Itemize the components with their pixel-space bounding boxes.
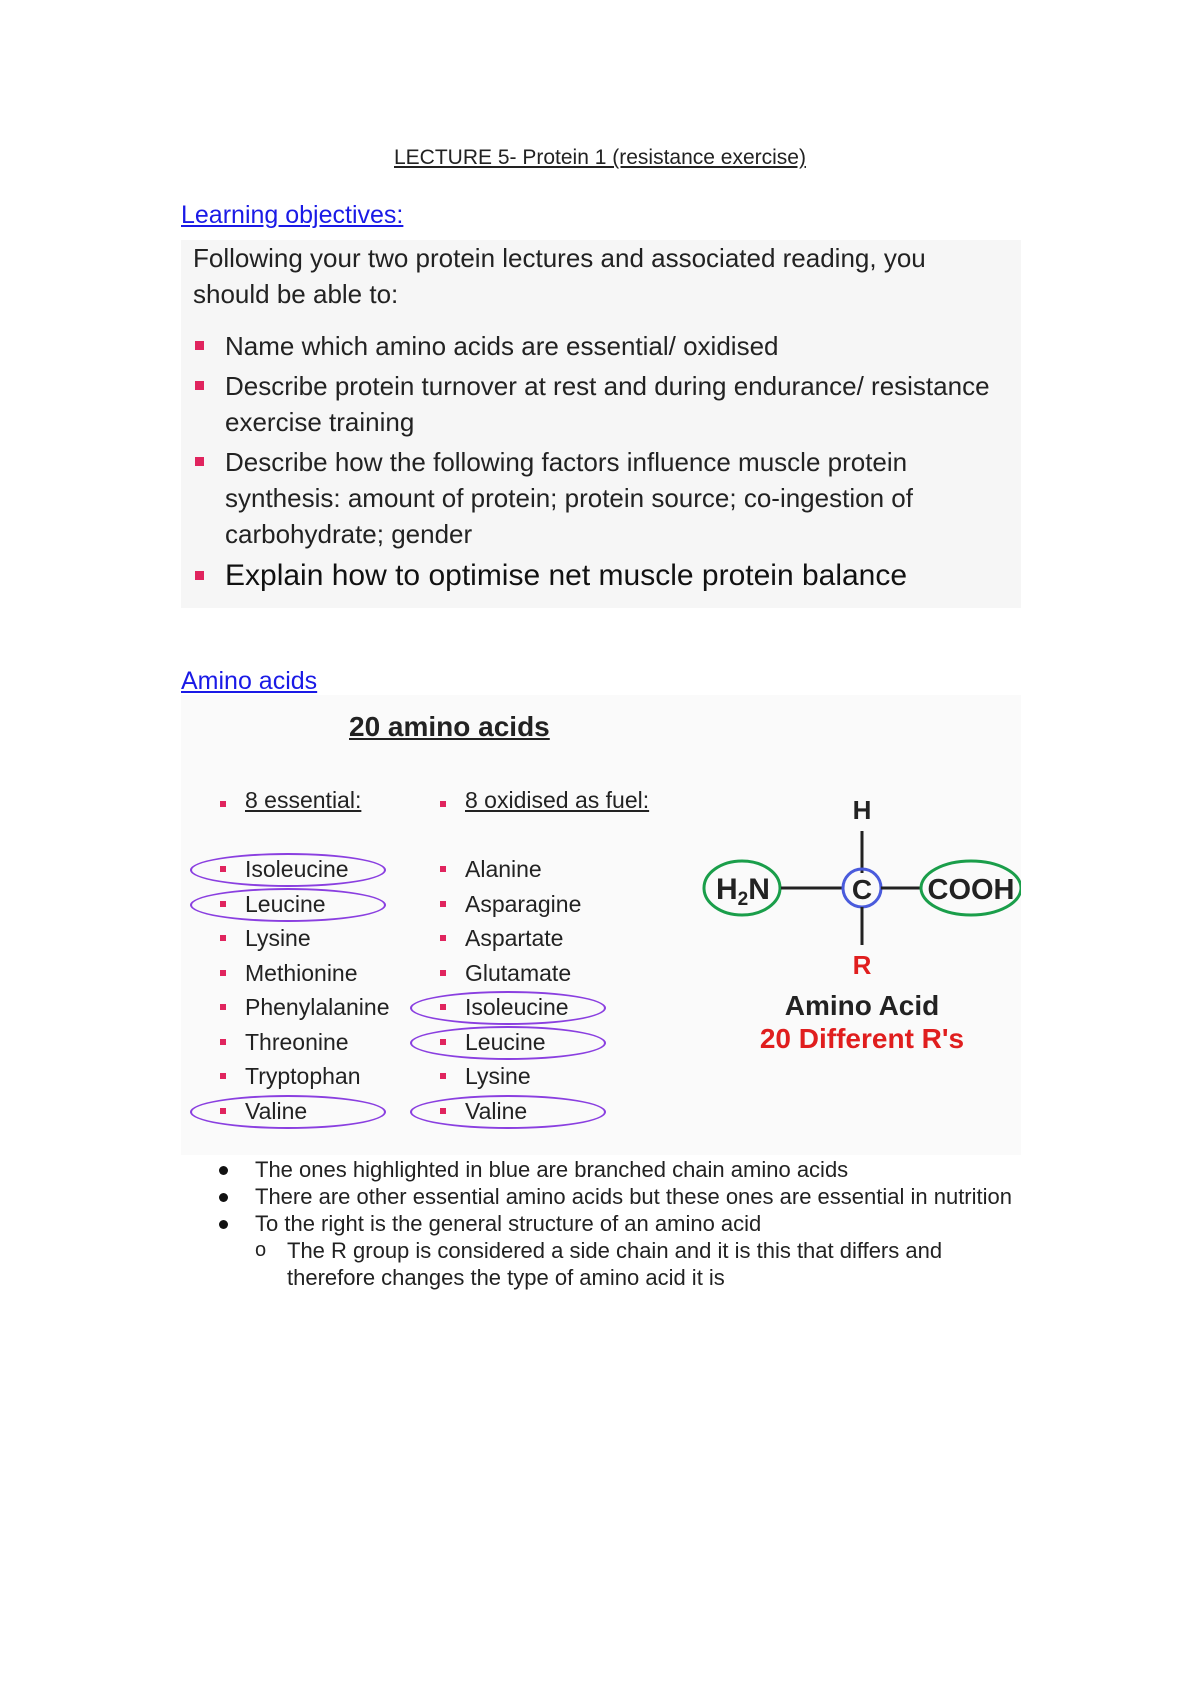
- objectives-list: [193, 328, 1008, 600]
- square-bullet-icon: [440, 1039, 446, 1045]
- bullet-dot-icon: [219, 1220, 228, 1229]
- amino-acid-item: [216, 921, 390, 956]
- document-title: LECTURE 5- Protein 1 (resistance exercise): [394, 146, 806, 169]
- square-bullet-icon: [220, 901, 226, 907]
- structure-subcaption: 20 Different R's: [759, 1023, 965, 1054]
- amino-acid-name: Glutamate: [465, 959, 572, 986]
- amino-acid-item: [216, 887, 390, 922]
- learning-objectives-heading[interactable]: Learning objectives:: [181, 201, 404, 229]
- square-bullet-icon: [220, 1039, 226, 1045]
- note-item: To the right is the general structure of an amino acid: [215, 1210, 1035, 1237]
- amino-acid-structure-diagram: [701, 795, 1021, 1085]
- note-item: The ones highlighted in blue are branched chain amino acids: [215, 1156, 1035, 1183]
- square-bullet-icon: [220, 801, 226, 807]
- amino-acid-item: [216, 1025, 390, 1060]
- amino-acid-item: [216, 990, 390, 1025]
- amino-acid-name: Isoleucine: [245, 856, 349, 882]
- oxidised-amino-acid-list: [436, 852, 581, 1128]
- amino-acid-item: [436, 956, 581, 991]
- amino-acid-name: Leucine: [245, 890, 326, 917]
- square-bullet-icon: [440, 901, 446, 907]
- amino-acid-name: Methionine: [245, 959, 358, 986]
- square-bullet-icon: [220, 1004, 226, 1010]
- square-bullet-icon: [195, 341, 204, 350]
- amino-acid-item: [436, 1094, 581, 1129]
- learning-objectives-slide: [181, 240, 1021, 608]
- amino-acid-name: Tryptophan: [245, 1063, 361, 1089]
- note-item: There are other essential amino acids but these ones are essential in nutrition: [215, 1183, 1035, 1210]
- amino-acid-item: [216, 1094, 390, 1129]
- sub-notes-list: [251, 1237, 1035, 1291]
- square-bullet-icon: [440, 1073, 446, 1079]
- square-bullet-icon: [440, 935, 446, 941]
- circle-bullet-icon: o: [255, 1239, 267, 1261]
- amino-acid-name: Phenylalanine: [245, 994, 390, 1020]
- amino-acid-item: [216, 956, 390, 991]
- carboxyl-group-label: COOH: [927, 874, 1015, 906]
- essential-column-header: 8 essential:: [216, 787, 361, 814]
- amino-acid-item: [436, 1025, 581, 1060]
- square-bullet-icon: [440, 1004, 446, 1010]
- square-bullet-icon: [195, 571, 204, 580]
- objective-item: Describe how the following factors influence muscle protein synthesis: amount of protein; protein source; co-ingestion of carbohydrate; gender: [193, 444, 1008, 552]
- essential-amino-acid-list: [216, 852, 390, 1128]
- notes-list: [215, 1156, 1035, 1237]
- square-bullet-icon: [440, 970, 446, 976]
- bullet-dot-icon: [219, 1166, 228, 1175]
- objective-item: Explain how to optimise net muscle protein balance: [193, 556, 1008, 596]
- amine-group-label: $H_2N$: [716, 873, 770, 910]
- amino-acid-item: [436, 852, 581, 887]
- amino-acid-item: [436, 1059, 581, 1094]
- amino-acid-item: [436, 921, 581, 956]
- amino-acid-name: Asparagine: [465, 890, 582, 917]
- notes-section: [215, 1156, 1035, 1291]
- r-group-label: R: [852, 950, 872, 980]
- structure-caption: Amino Acid: [784, 990, 940, 1021]
- amino-acid-item: [216, 852, 390, 887]
- hydrogen-label: H: [852, 795, 872, 825]
- square-bullet-icon: [440, 1108, 446, 1114]
- square-bullet-icon: [220, 866, 226, 872]
- amino-acid-name: Valine: [465, 1097, 528, 1124]
- square-bullet-icon: [220, 935, 226, 941]
- amino-acid-name: Lysine: [245, 925, 311, 951]
- slide-title: 20 amino acids: [349, 711, 550, 742]
- square-bullet-icon: [220, 1108, 226, 1114]
- oxidised-column-header: 8 oxidised as fuel:: [436, 787, 649, 814]
- amino-acids-slide: [181, 695, 1021, 1155]
- square-bullet-icon: [440, 866, 446, 872]
- amino-acid-name: Threonine: [245, 1028, 349, 1055]
- objectives-intro: Following your two protein lectures and associated reading, you should be able to:: [193, 243, 926, 309]
- amino-acid-name: Alanine: [465, 856, 542, 882]
- amino-acid-name: Lysine: [465, 1063, 531, 1089]
- amino-acid-name: Leucine: [465, 1028, 546, 1055]
- amino-acid-name: Valine: [245, 1097, 308, 1124]
- bullet-dot-icon: [219, 1193, 228, 1202]
- amino-acid-item: [436, 990, 581, 1025]
- amino-acid-item: [216, 1059, 390, 1094]
- square-bullet-icon: [220, 1073, 226, 1079]
- square-bullet-icon: [195, 381, 204, 390]
- amino-acid-item: [436, 887, 581, 922]
- amino-acids-heading[interactable]: Amino acids: [181, 667, 318, 695]
- amino-acid-name: Aspartate: [465, 925, 564, 951]
- square-bullet-icon: [195, 457, 204, 466]
- square-bullet-icon: [440, 801, 446, 807]
- objective-item: Name which amino acids are essential/ oxidised: [193, 328, 1008, 364]
- square-bullet-icon: [220, 970, 226, 976]
- amino-acid-name: Isoleucine: [465, 994, 569, 1020]
- carbon-label: C: [851, 874, 873, 905]
- sub-note-item: o The R group is considered a side chain and it is this that differs and therefore changes the type of amino acid it is: [255, 1238, 943, 1290]
- objective-item: Describe protein turnover at rest and during endurance/ resistance exercise training: [193, 368, 1008, 440]
